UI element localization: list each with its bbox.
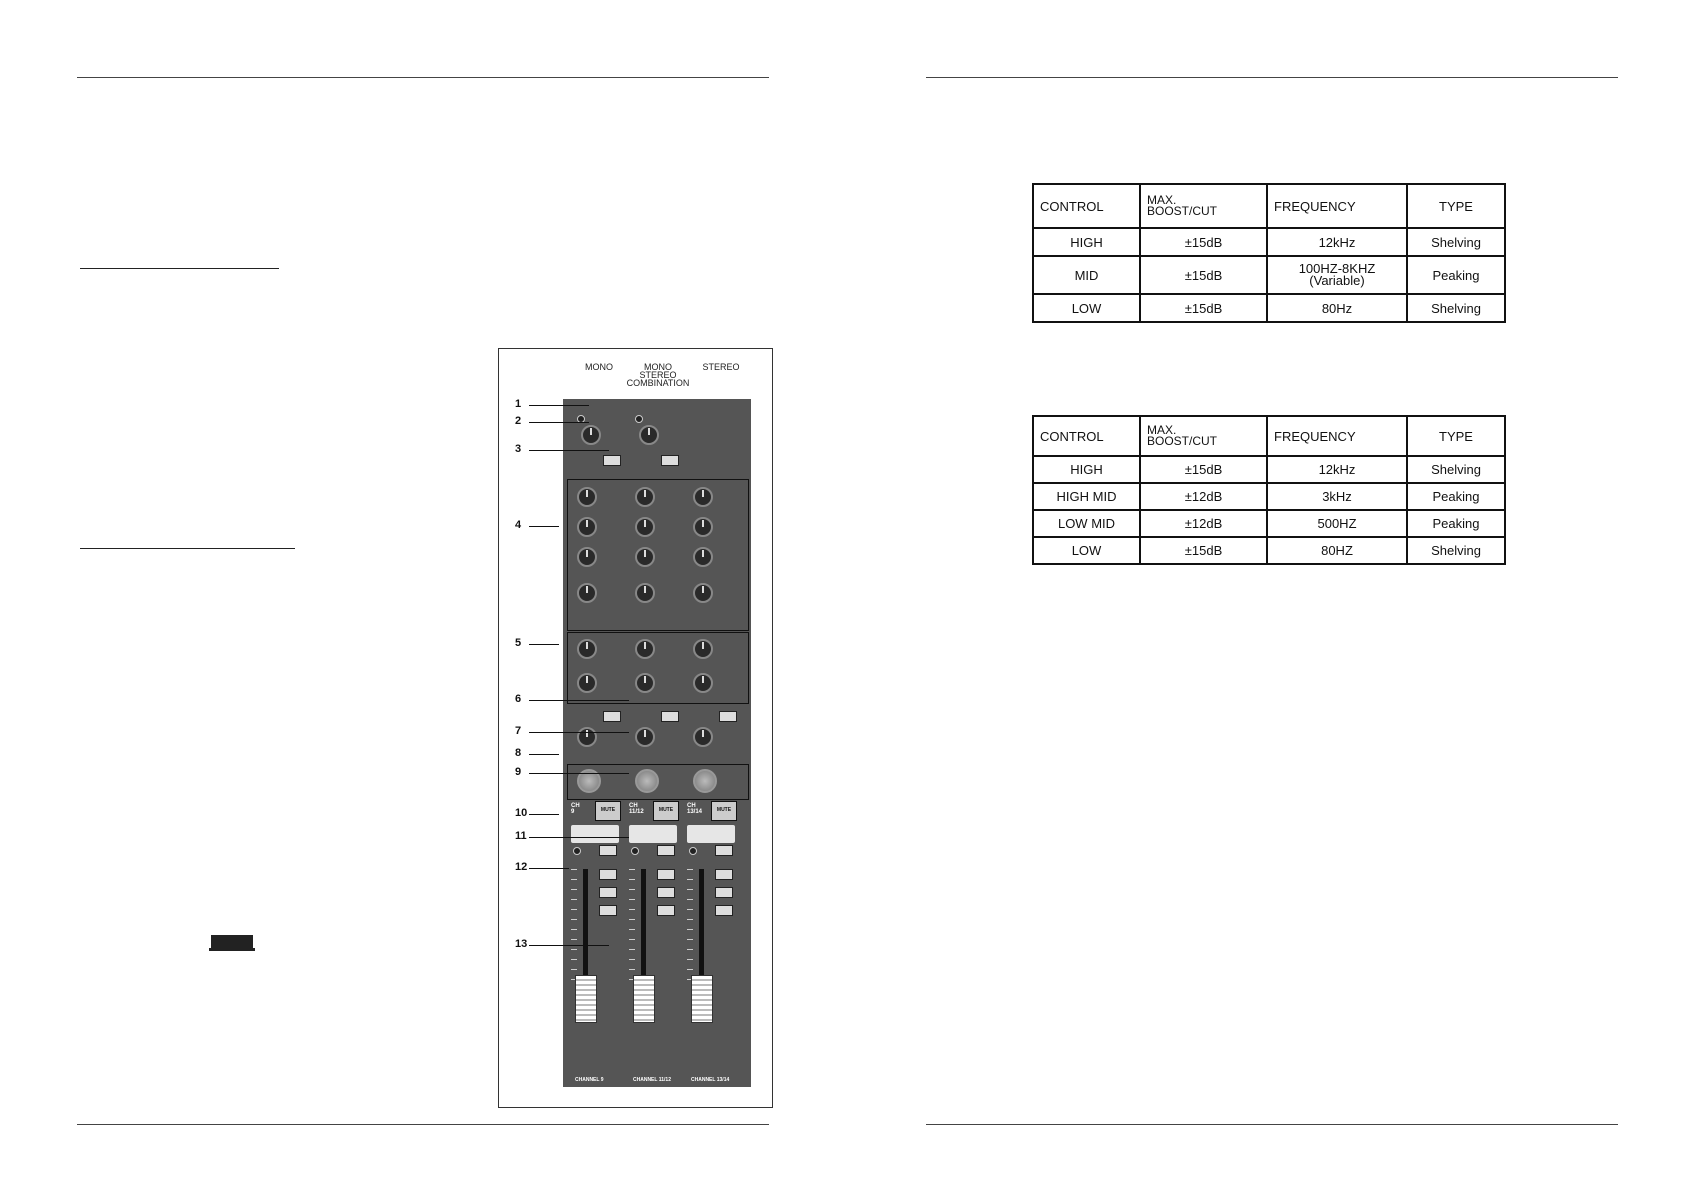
cell-control: LOW (1033, 537, 1140, 564)
cell-frequency: 12kHz (1267, 456, 1407, 483)
cell-control: HIGH (1033, 228, 1140, 256)
callout-number: 5 (515, 637, 522, 649)
cell-frequency: 80HZ (1267, 537, 1407, 564)
fader-scale-tick (629, 929, 635, 930)
callout-leader-line (529, 450, 609, 451)
fader-scale-tick (571, 899, 577, 900)
callout-number: 3 (515, 443, 522, 455)
cell-frequency: 80Hz (1267, 294, 1407, 322)
eq-knob (635, 487, 655, 507)
fader-scale-tick (629, 889, 635, 890)
scribble-strip (571, 825, 619, 843)
cell-boost-cut: ±15dB (1140, 228, 1267, 256)
channel-strip-diagram (498, 348, 773, 1108)
eq-knob (693, 583, 713, 603)
channel-footer: CHANNEL 11/12 (633, 1077, 671, 1083)
fader-slot (699, 869, 704, 989)
channel-label: CH 13/14 (687, 803, 703, 815)
efx-knob (577, 727, 597, 747)
fader-scale-tick (629, 959, 635, 960)
left-footer-rule (77, 1124, 769, 1125)
callout-leader-line (529, 526, 559, 527)
callout-number: 6 (515, 693, 522, 705)
fader-scale-tick (629, 969, 635, 970)
left-header-rule (77, 77, 769, 78)
header-type: TYPE (1407, 416, 1505, 456)
cell-frequency: 500HZ (1267, 510, 1407, 537)
eq-knob (635, 517, 655, 537)
routing-switch (599, 887, 617, 898)
pfl-switch (657, 845, 675, 856)
efx-knob (693, 727, 713, 747)
header-max-boost-cut: MAX. BOOST/CUT (1140, 184, 1267, 228)
channel-footer: CHANNEL 9 (575, 1077, 604, 1083)
pre-post-switch (603, 711, 621, 722)
fader-scale-tick (687, 879, 693, 880)
peak-led (635, 415, 643, 423)
fader-cap (691, 975, 713, 1023)
callout-number: 9 (515, 766, 522, 778)
fader-scale-tick (687, 969, 693, 970)
fader-slot (641, 869, 646, 989)
fader-scale-tick (687, 869, 693, 870)
routing-switch (715, 887, 733, 898)
column-header-mono: MONO (585, 362, 613, 372)
trim-knob (581, 425, 601, 445)
callout-leader-line (529, 945, 609, 946)
cell-control: LOW (1033, 294, 1140, 322)
fader-scale-tick (687, 899, 693, 900)
column-header-combination: MONO STEREO COMBINATION (626, 362, 690, 388)
callout-number: 2 (515, 415, 522, 427)
table-row (1033, 510, 1505, 537)
header-frequency: FREQUENCY (1267, 416, 1407, 456)
aux-knob (635, 639, 655, 659)
trim-knob (639, 425, 659, 445)
pfl-switch (715, 845, 733, 856)
fader-scale-tick (629, 919, 635, 920)
fader-scale-tick (687, 929, 693, 930)
pan-knob (693, 769, 717, 793)
cell-control: LOW MID (1033, 510, 1140, 537)
efx-knob (635, 727, 655, 747)
cell-boost-cut: ±12dB (1140, 483, 1267, 510)
cell-boost-cut: ±15dB (1140, 256, 1267, 294)
eq-knob (635, 583, 655, 603)
fader-scale-tick (629, 879, 635, 880)
callout-leader-line (529, 405, 589, 406)
pre-post-switch (661, 711, 679, 722)
callout-leader-line (529, 754, 559, 755)
routing-switch (599, 905, 617, 916)
cell-type: Shelving (1407, 537, 1505, 564)
pan-knob (635, 769, 659, 793)
scribble-strip (687, 825, 735, 843)
channel-label: CH 11/12 (629, 803, 644, 815)
callout-leader-line (529, 814, 559, 815)
cell-frequency: 100HZ-8KHZ (Variable) (1267, 256, 1407, 294)
eq-knob (693, 487, 713, 507)
scribble-strip (629, 825, 677, 843)
fader-scale-tick (629, 909, 635, 910)
routing-switch (715, 869, 733, 880)
fader-scale-tick (629, 899, 635, 900)
eq-knob (693, 517, 713, 537)
table-header-row (1033, 416, 1505, 456)
channel-footer: CHANNEL 13/14 (691, 1077, 730, 1083)
fader-cap (575, 975, 597, 1023)
fader-cap (633, 975, 655, 1023)
callout-number: 1 (515, 398, 522, 410)
fader-scale-tick (571, 909, 577, 910)
callout-leader-line (529, 868, 569, 869)
callout-leader-line (529, 773, 629, 774)
cell-type: Peaking (1407, 483, 1505, 510)
routing-switch (657, 869, 675, 880)
callout-number: 11 (515, 830, 527, 842)
callout-leader-line (529, 644, 559, 645)
pad-switch (603, 455, 621, 466)
table-header-row (1033, 184, 1505, 228)
header-control: CONTROL (1033, 184, 1140, 228)
cell-boost-cut: ±15dB (1140, 294, 1267, 322)
cell-boost-cut: ±15dB (1140, 537, 1267, 564)
eq-table-stereo (1032, 415, 1506, 565)
pre-post-switch (719, 711, 737, 722)
routing-switch (657, 887, 675, 898)
cell-frequency: 3kHz (1267, 483, 1407, 510)
eq-knob (577, 583, 597, 603)
table-row (1033, 483, 1505, 510)
fader-scale-tick (629, 869, 635, 870)
aux-knob (693, 673, 713, 693)
fader-scale-tick (687, 949, 693, 950)
cell-boost-cut: ±12dB (1140, 510, 1267, 537)
callout-leader-line (529, 422, 589, 423)
pfl-led (689, 847, 697, 855)
eq-knob (577, 487, 597, 507)
pfl-switch (599, 845, 617, 856)
callout-leader-line (529, 837, 629, 838)
eq-knob (577, 517, 597, 537)
cell-frequency: 12kHz (1267, 228, 1407, 256)
pfl-led (573, 847, 581, 855)
fader-scale-tick (571, 949, 577, 950)
fader-scale-tick (571, 929, 577, 930)
heading-underline-1 (80, 268, 279, 269)
mute-button: MUTE (653, 801, 679, 821)
header-max-boost-cut: MAX. BOOST/CUT (1140, 416, 1267, 456)
callout-number: 7 (515, 725, 522, 737)
cell-control: HIGH MID (1033, 483, 1140, 510)
fader-scale-tick (571, 969, 577, 970)
cell-boost-cut: ±15dB (1140, 456, 1267, 483)
table-row (1033, 294, 1505, 322)
cell-type: Shelving (1407, 294, 1505, 322)
channel-label: CH 9 (571, 803, 580, 815)
routing-switch (599, 869, 617, 880)
right-footer-rule (926, 1124, 1618, 1125)
fader-scale-tick (571, 939, 577, 940)
fader-scale-tick (687, 939, 693, 940)
fader-scale-tick (687, 959, 693, 960)
right-header-rule (926, 77, 1618, 78)
header-type: TYPE (1407, 184, 1505, 228)
fader-scale-tick (687, 909, 693, 910)
table-row (1033, 456, 1505, 483)
callout-leader-line (529, 732, 629, 733)
eq-knob (693, 547, 713, 567)
header-control: CONTROL (1033, 416, 1140, 456)
button-symbol-icon (211, 935, 253, 948)
aux-knob (635, 673, 655, 693)
eq-table-mono (1032, 183, 1506, 323)
cell-control: MID (1033, 256, 1140, 294)
fader-scale-tick (629, 939, 635, 940)
callout-number: 4 (515, 519, 522, 531)
fader-scale-tick (687, 919, 693, 920)
pad-switch (661, 455, 679, 466)
callout-number: 13 (515, 938, 528, 950)
pfl-led (631, 847, 639, 855)
callout-number: 12 (515, 861, 528, 873)
mixer-strip (563, 399, 751, 1087)
routing-switch (715, 905, 733, 916)
fader-scale-tick (687, 889, 693, 890)
callout-leader-line (529, 700, 629, 701)
mute-button: MUTE (595, 801, 621, 821)
fader-scale-tick (571, 889, 577, 890)
cell-control: HIGH (1033, 456, 1140, 483)
mute-button: MUTE (711, 801, 737, 821)
callout-number: 8 (515, 747, 522, 759)
cell-type: Peaking (1407, 256, 1505, 294)
table-row (1033, 256, 1505, 294)
fader-scale-tick (629, 949, 635, 950)
aux-knob (693, 639, 713, 659)
callout-number: 10 (515, 807, 528, 819)
table-row (1033, 228, 1505, 256)
cell-type: Peaking (1407, 510, 1505, 537)
cell-type: Shelving (1407, 456, 1505, 483)
cell-type: Shelving (1407, 228, 1505, 256)
fader-slot (583, 869, 588, 989)
fader-scale-tick (571, 919, 577, 920)
eq-knob (635, 547, 655, 567)
column-header-stereo: STEREO (702, 362, 740, 372)
table-row (1033, 537, 1505, 564)
aux-knob (577, 639, 597, 659)
aux-knob (577, 673, 597, 693)
routing-switch (657, 905, 675, 916)
fader-scale-tick (571, 869, 577, 870)
eq-knob (577, 547, 597, 567)
heading-underline-2 (80, 548, 295, 549)
header-frequency: FREQUENCY (1267, 184, 1407, 228)
fader-scale-tick (571, 879, 577, 880)
fader-scale-tick (571, 959, 577, 960)
